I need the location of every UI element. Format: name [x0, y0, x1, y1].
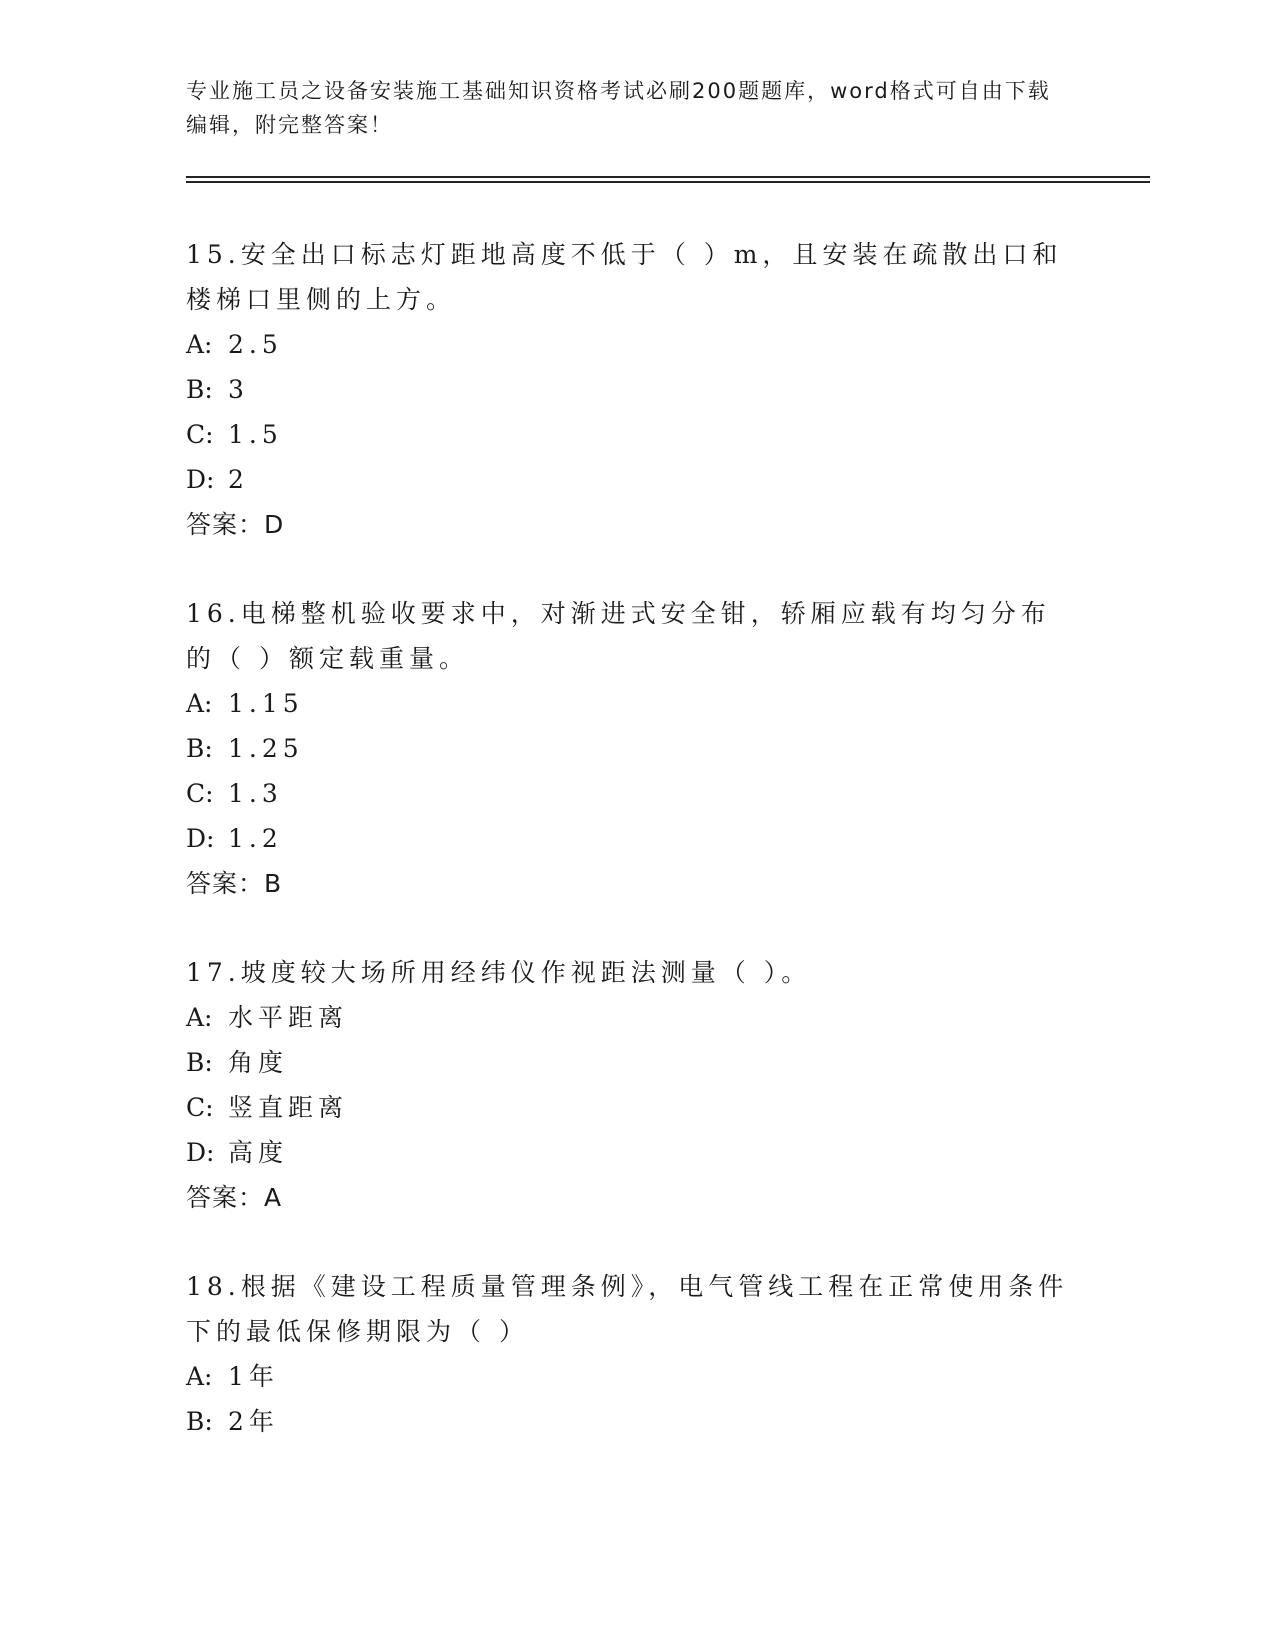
header-rule-top — [186, 176, 1150, 178]
option-b: B: 3 — [186, 375, 249, 404]
answer: 答案：B — [186, 869, 283, 898]
answer: 答案：A — [186, 1183, 283, 1212]
document-header: 专业施工员之设备安装施工基础知识资格考试必刷200题题库，word格式可自由下载编辑，附完整答案！ — [186, 79, 1051, 137]
option-b: B: 2年 — [186, 1407, 279, 1436]
option-d: D: 高度 — [186, 1138, 289, 1167]
option-d: D: 1.2 — [186, 824, 283, 853]
question-text: 15.安全出口标志灯距地高度不低于（ ）m，且安装在疏散出口和楼梯口里侧的上方。 — [186, 240, 1063, 314]
option-c: C: 1.5 — [186, 420, 283, 449]
option-d: D: 2 — [186, 465, 249, 494]
option-a: A: 2.5 — [186, 330, 283, 359]
option-c: C: 竖直距离 — [186, 1093, 349, 1122]
question-18 — [186, 1264, 1076, 1444]
option-a: A: 水平距离 — [186, 1003, 349, 1032]
option-a: A: 1.15 — [186, 689, 304, 718]
question-17 — [186, 950, 1076, 1220]
header-rule-bottom — [186, 181, 1150, 183]
option-b: B: 角度 — [186, 1048, 289, 1077]
option-c: C: 1.3 — [186, 779, 283, 808]
question-15 — [186, 232, 1076, 547]
question-text: 17.坡度较大场所用经纬仪作视距法测量（ ）。 — [186, 958, 812, 987]
answer: 答案：D — [186, 510, 285, 539]
question-16 — [186, 591, 1076, 906]
question-text: 18.根据《建设工程质量管理条例》，电气管线工程在正常使用条件下的最低保修期限为（ ） — [186, 1272, 1069, 1346]
option-a: A: 1年 — [186, 1362, 279, 1391]
question-text: 16.电梯整机验收要求中，对渐进式安全钳，轿厢应载有均匀分布的（ ）额定载重量。 — [186, 599, 1051, 673]
option-b: B: 1.25 — [186, 734, 304, 763]
